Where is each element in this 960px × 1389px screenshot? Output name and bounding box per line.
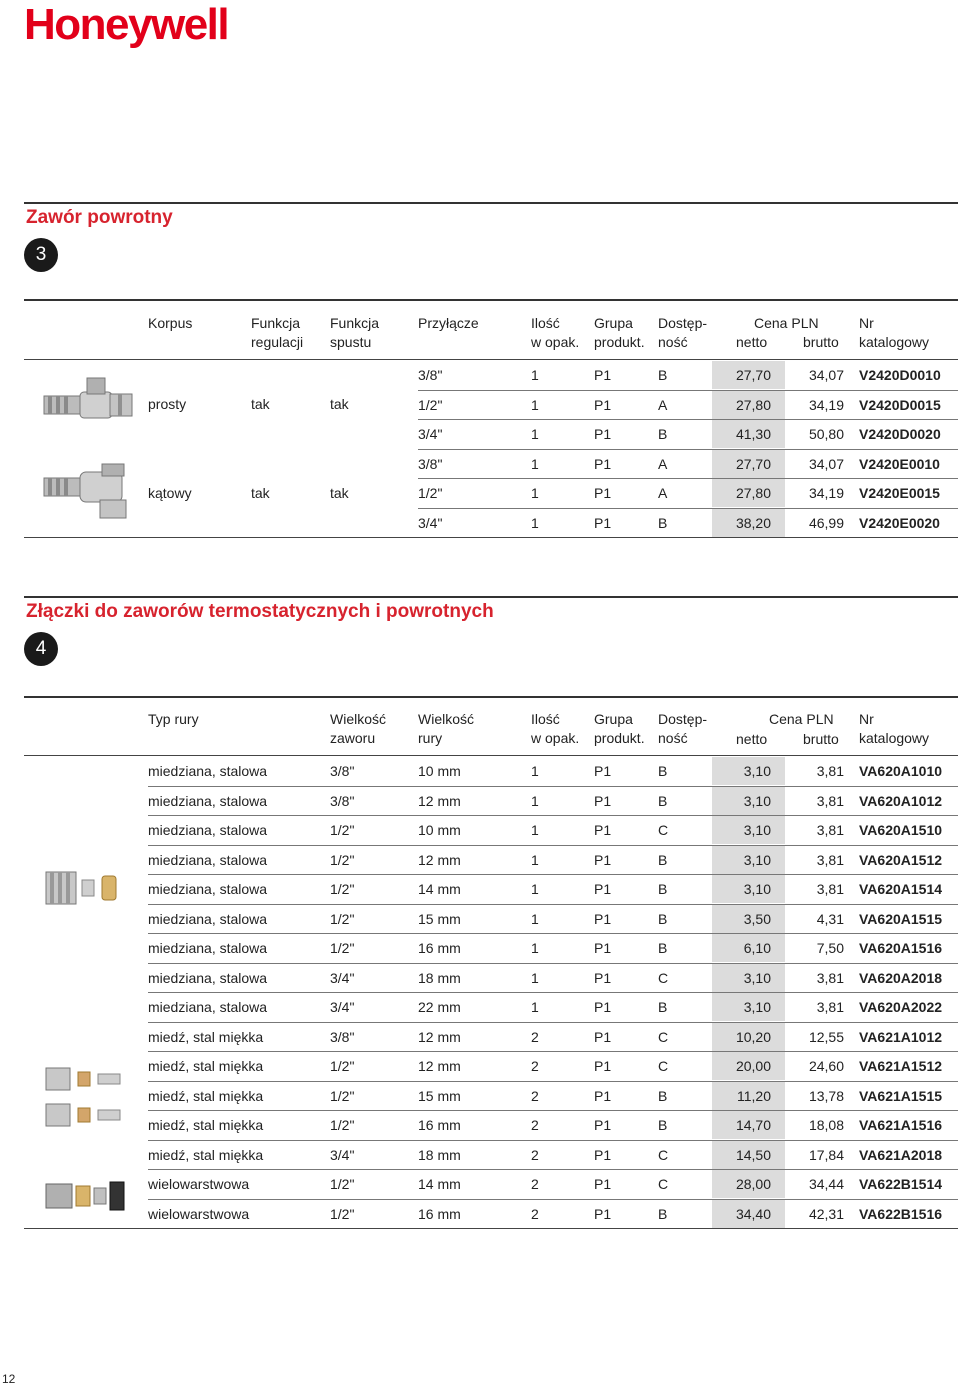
cell-typ-rury: miedź, stal miękka — [148, 1058, 264, 1074]
section2-bottom-rule — [24, 1228, 958, 1229]
cell-dostepnosc: C — [658, 822, 669, 838]
cell-brutto: 3,81 — [816, 763, 844, 779]
straight-valve-image — [40, 376, 136, 432]
cell-brutto: 3,81 — [816, 822, 844, 838]
cell-nr-katalogowy: VA620A1514 — [859, 881, 943, 897]
cell-wielkosc-zaworu: 1/2" — [330, 911, 355, 927]
header-cena: Cena PLN — [769, 711, 834, 727]
cell-nr-katalogowy: V2420E0020 — [859, 515, 940, 531]
cell-przylacze: 3/4" — [418, 515, 443, 531]
cell-typ-rury: miedź, stal miękka — [148, 1147, 264, 1163]
cell-nr-katalogowy: V2420D0020 — [859, 426, 941, 442]
cell-wielkosc-rury: 18 mm — [418, 1147, 461, 1163]
cell-dostepnosc: B — [658, 852, 668, 868]
header-nr-2: katalogowy — [859, 730, 930, 746]
cell-dostepnosc: B — [658, 940, 668, 956]
cell-dostepnosc: C — [658, 1029, 669, 1045]
cell-brutto: 34,07 — [808, 456, 844, 472]
cell-wielkosc-zaworu: 3/4" — [330, 970, 355, 986]
header-nr-1: Nr — [859, 315, 874, 331]
section1-top-rule — [24, 202, 958, 204]
cell-netto: 3,10 — [743, 822, 771, 838]
header-funkcja-regulacji-1: Funkcja — [251, 315, 301, 331]
cell-grupa: P1 — [594, 999, 612, 1015]
cell-netto: 3,10 — [743, 999, 771, 1015]
cell-wielkosc-rury: 12 mm — [418, 852, 461, 868]
header-nr-2: katalogowy — [859, 334, 930, 350]
cell-przylacze: 3/8" — [418, 456, 443, 472]
cell-grupa: P1 — [594, 822, 612, 838]
cell-grupa: P1 — [594, 485, 612, 501]
cell-dostepnosc: A — [658, 397, 668, 413]
cell-ilosc: 1 — [531, 397, 539, 413]
cell-dostepnosc: B — [658, 793, 668, 809]
header-typ-rury: Typ rury — [148, 711, 199, 727]
cell-netto: 27,70 — [735, 367, 771, 383]
cell-nr-katalogowy: VA620A1010 — [859, 763, 943, 779]
section2-header-rule — [24, 696, 958, 698]
cell-netto: 10,20 — [735, 1029, 771, 1045]
cell-ilosc: 1 — [531, 822, 539, 838]
cell-dostepnosc: C — [658, 1058, 669, 1074]
cell-typ-rury: miedź, stal miękka — [148, 1117, 264, 1133]
cell-wielkosc-rury: 16 mm — [418, 1117, 461, 1133]
cell-ilosc: 1 — [531, 426, 539, 442]
cell-brutto: 18,08 — [808, 1117, 844, 1133]
compression-fitting-image — [44, 866, 120, 910]
section1-bottom-rule — [24, 537, 958, 538]
cell-wielkosc-zaworu: 1/2" — [330, 1088, 355, 1104]
cell-brutto: 46,99 — [808, 515, 844, 531]
cell-grupa: P1 — [594, 426, 612, 442]
section1-number-badge: 3 — [24, 238, 58, 272]
cell-dostepnosc: B — [658, 911, 668, 927]
cell-grupa: P1 — [594, 1088, 612, 1104]
cell-netto: 3,50 — [743, 911, 771, 927]
cell-netto: 20,00 — [735, 1058, 771, 1074]
cell-grupa: P1 — [594, 763, 612, 779]
cell-netto: 3,10 — [743, 793, 771, 809]
cell-ilosc: 2 — [531, 1176, 539, 1192]
header-netto: netto — [736, 731, 768, 747]
header-grupa-2: produkt. — [594, 730, 645, 746]
cell-grupa: P1 — [594, 911, 612, 927]
cell-wielkosc-rury: 16 mm — [418, 940, 461, 956]
cell-nr-katalogowy: V2420D0015 — [859, 397, 941, 413]
header-dostepnosc-1: Dostęp- — [658, 315, 708, 331]
cell-netto: 41,30 — [735, 426, 771, 442]
cell-typ-rury: miedziana, stalowa — [148, 940, 268, 956]
cell-grupa: P1 — [594, 1117, 612, 1133]
cell-typ-rury: miedziana, stalowa — [148, 970, 268, 986]
cell-nr-katalogowy: V2420E0010 — [859, 456, 940, 472]
header-ilosc-1: Ilość — [531, 315, 560, 331]
cell-przylacze: 3/4" — [418, 426, 443, 442]
cell-netto: 38,20 — [735, 515, 771, 531]
cell-ilosc: 2 — [531, 1029, 539, 1045]
cell-nr-katalogowy: VA621A2018 — [859, 1147, 943, 1163]
cell-nr-katalogowy: VA621A1012 — [859, 1029, 943, 1045]
cell-dostepnosc: B — [658, 1117, 668, 1133]
cell-dostepnosc: A — [658, 485, 668, 501]
header-grupa-2: produkt. — [594, 334, 645, 350]
cell-netto: 3,10 — [743, 763, 771, 779]
cell-ilosc: 1 — [531, 970, 539, 986]
cell-netto: 28,00 — [735, 1176, 771, 1192]
cell-typ-rury: miedziana, stalowa — [148, 881, 268, 897]
cell-wielkosc-zaworu: 3/8" — [330, 763, 355, 779]
cell-ilosc: 2 — [531, 1206, 539, 1222]
header-wielkosc-rury-1: Wielkość — [418, 711, 475, 727]
cell-przylacze: 1/2" — [418, 397, 443, 413]
cell-ilosc: 1 — [531, 763, 539, 779]
cell-nr-katalogowy: VA620A2018 — [859, 970, 943, 986]
cell-brutto: 24,60 — [808, 1058, 844, 1074]
header-grupa-1: Grupa — [594, 711, 633, 727]
cell-wielkosc-zaworu: 1/2" — [330, 1206, 355, 1222]
cell-grupa: P1 — [594, 1058, 612, 1074]
header-ilosc-2: w opak. — [531, 730, 580, 746]
header-funkcja-spustu-1: Funkcja — [330, 315, 380, 331]
cell-wielkosc-zaworu: 1/2" — [330, 940, 355, 956]
cell-wielkosc-rury: 12 mm — [418, 793, 461, 809]
cell-ilosc: 1 — [531, 515, 539, 531]
cell-brutto: 50,80 — [808, 426, 844, 442]
cell-wielkosc-rury: 16 mm — [418, 1206, 461, 1222]
cell-ilosc: 2 — [531, 1147, 539, 1163]
cell-netto: 6,10 — [743, 940, 771, 956]
cell-netto: 11,20 — [737, 1088, 771, 1104]
cell-dostepnosc: B — [658, 1206, 668, 1222]
multilayer-fitting-image — [44, 1176, 126, 1216]
header-ilosc-1: Ilość — [531, 711, 560, 727]
header-grupa-1: Grupa — [594, 315, 633, 331]
header-funkcja-regulacji-2: regulacji — [251, 334, 304, 350]
header-brutto: brutto — [803, 334, 839, 350]
cell-brutto: 3,81 — [816, 881, 844, 897]
cell-typ-rury: miedziana, stalowa — [148, 999, 268, 1015]
cell-nr-katalogowy: VA622B1516 — [859, 1206, 943, 1222]
cell-brutto: 34,19 — [808, 397, 844, 413]
cell-wielkosc-rury: 10 mm — [418, 763, 461, 779]
cell-typ-rury: miedziana, stalowa — [148, 822, 268, 838]
header-cena: Cena PLN — [754, 315, 819, 331]
cell-brutto: 3,81 — [816, 793, 844, 809]
cell-wielkosc-zaworu: 3/4" — [330, 1147, 355, 1163]
header-korpus: Korpus — [148, 315, 193, 331]
cell-nr-katalogowy: VA620A2022 — [859, 999, 943, 1015]
cell-typ-rury: miedź, stal miękka — [148, 1088, 264, 1104]
soft-pipe-fittings-image — [44, 1064, 124, 1134]
cell-wielkosc-rury: 22 mm — [418, 999, 461, 1015]
section2-top-rule — [24, 596, 958, 598]
cell-brutto: 3,81 — [816, 970, 844, 986]
cell-dostepnosc: B — [658, 881, 668, 897]
cell-brutto: 17,84 — [808, 1147, 844, 1163]
cell-wielkosc-rury: 15 mm — [418, 1088, 461, 1104]
cell-grupa: P1 — [594, 970, 612, 986]
section1-header-bottom-rule — [24, 359, 958, 360]
section2-number-badge: 4 — [24, 632, 58, 666]
cell-ilosc: 1 — [531, 940, 539, 956]
cell-wielkosc-zaworu: 1/2" — [330, 822, 355, 838]
cell-ilosc: 1 — [531, 999, 539, 1015]
cell-grupa: P1 — [594, 456, 612, 472]
cell-wielkosc-rury: 12 mm — [418, 1029, 461, 1045]
cell-typ-rury: wielowarstwowa — [148, 1206, 250, 1222]
cell-dostepnosc: C — [658, 970, 669, 986]
cell-wielkosc-rury: 14 mm — [418, 1176, 461, 1192]
cell-brutto: 7,50 — [816, 940, 844, 956]
cell-typ-rury: wielowarstwowa — [148, 1176, 250, 1192]
page-number: 12 — [2, 1372, 16, 1386]
cell-wielkosc-zaworu: 3/8" — [330, 1029, 355, 1045]
cell-dostepnosc: B — [658, 1088, 668, 1104]
cell-ilosc: 2 — [531, 1117, 539, 1133]
cell-typ-rury: miedziana, stalowa — [148, 911, 268, 927]
cell-ilosc: 2 — [531, 1088, 539, 1104]
cell-typ-rury: miedziana, stalowa — [148, 763, 268, 779]
cell-wielkosc-zaworu: 3/4" — [330, 999, 355, 1015]
cell-wielkosc-zaworu: 1/2" — [330, 881, 355, 897]
cell-netto: 34,40 — [735, 1206, 771, 1222]
cell-typ-rury: miedziana, stalowa — [148, 793, 268, 809]
cell-wielkosc-rury: 15 mm — [418, 911, 461, 927]
cell-grupa: P1 — [594, 1206, 612, 1222]
cell-wielkosc-rury: 18 mm — [418, 970, 461, 986]
header-wielkosc-rury-2: rury — [418, 730, 443, 746]
cell-dostepnosc: A — [658, 456, 668, 472]
cell-grupa: P1 — [594, 1147, 612, 1163]
cell-dostepnosc: B — [658, 763, 668, 779]
cell-dostepnosc: B — [658, 515, 668, 531]
cell-dostepnosc: B — [658, 426, 668, 442]
cell-nr-katalogowy: VA621A1516 — [859, 1117, 943, 1133]
cell-wielkosc-zaworu: 1/2" — [330, 1117, 355, 1133]
cell-ilosc: 1 — [531, 881, 539, 897]
cell-ilosc: 1 — [531, 793, 539, 809]
cell-typ-rury: miedziana, stalowa — [148, 852, 268, 868]
cell-wielkosc-rury: 10 mm — [418, 822, 461, 838]
cell-brutto: 4,31 — [816, 911, 844, 927]
cell-ilosc: 1 — [531, 485, 539, 501]
cell-netto: 3,10 — [743, 852, 771, 868]
header-wielkosc-zaworu-1: Wielkość — [330, 711, 387, 727]
cell-brutto: 34,44 — [808, 1176, 844, 1192]
cell-netto: 27,80 — [735, 485, 771, 501]
cell-nr-katalogowy: VA620A1515 — [859, 911, 943, 927]
cell-wielkosc-rury: 12 mm — [418, 1058, 461, 1074]
cell-netto: 3,10 — [743, 970, 771, 986]
cell-brutto: 34,19 — [808, 485, 844, 501]
cell-netto: 27,70 — [735, 456, 771, 472]
cell-grupa: P1 — [594, 793, 612, 809]
cell-ilosc: 2 — [531, 1058, 539, 1074]
cell-typ-rury: miedź, stal miękka — [148, 1029, 264, 1045]
header-brutto: brutto — [803, 731, 839, 747]
header-nr-1: Nr — [859, 711, 874, 727]
cell-brutto: 12,55 — [808, 1029, 844, 1045]
cell-nr-katalogowy: VA620A1510 — [859, 822, 943, 838]
cell-wielkosc-zaworu: 1/2" — [330, 1058, 355, 1074]
cell-grupa: P1 — [594, 397, 612, 413]
header-ilosc-2: w opak. — [531, 334, 580, 350]
cell-grupa: P1 — [594, 852, 612, 868]
group-regulacji-prosty: tak — [251, 396, 270, 412]
cell-nr-katalogowy: V2420E0015 — [859, 485, 940, 501]
cell-przylacze: 3/8" — [418, 367, 443, 383]
group-regulacji-katowy: tak — [251, 485, 270, 501]
cell-ilosc: 1 — [531, 367, 539, 383]
group-korpus-prosty: prosty — [148, 396, 187, 412]
cell-brutto: 3,81 — [816, 999, 844, 1015]
header-netto: netto — [736, 334, 768, 350]
cell-wielkosc-zaworu: 3/8" — [330, 793, 355, 809]
group-spustu-prosty: tak — [330, 396, 349, 412]
cell-wielkosc-zaworu: 1/2" — [330, 1176, 355, 1192]
cell-dostepnosc: B — [658, 999, 668, 1015]
cell-grupa: P1 — [594, 1029, 612, 1045]
cell-grupa: P1 — [594, 515, 612, 531]
cell-grupa: P1 — [594, 881, 612, 897]
angle-valve-image — [40, 462, 136, 522]
header-wielkosc-zaworu-2: zaworu — [330, 730, 376, 746]
honeywell-logo: Honeywell — [24, 0, 229, 49]
cell-grupa: P1 — [594, 1176, 612, 1192]
cell-nr-katalogowy: V2420D0010 — [859, 367, 941, 383]
cell-grupa: P1 — [594, 367, 612, 383]
group-spustu-katowy: tak — [330, 485, 349, 501]
cell-przylacze: 1/2" — [418, 485, 443, 501]
section2-title: Złączki do zaworów termostatycznych i powrotnych — [26, 601, 494, 622]
cell-brutto: 13,78 — [808, 1088, 844, 1104]
cell-brutto: 42,31 — [808, 1206, 844, 1222]
cell-wielkosc-rury: 14 mm — [418, 881, 461, 897]
cell-dostepnosc: C — [658, 1176, 669, 1192]
cell-netto: 14,70 — [735, 1117, 771, 1133]
section1-header-rule — [24, 299, 958, 301]
cell-netto: 14,50 — [735, 1147, 771, 1163]
header-funkcja-spustu-2: spustu — [330, 334, 372, 350]
header-dostepnosc-2: ność — [658, 730, 688, 746]
header-przylacze: Przyłącze — [418, 315, 479, 331]
cell-nr-katalogowy: VA622B1514 — [859, 1176, 943, 1192]
cell-brutto: 34,07 — [808, 367, 844, 383]
cell-nr-katalogowy: VA621A1515 — [859, 1088, 943, 1104]
cell-nr-katalogowy: VA620A1512 — [859, 852, 943, 868]
cell-ilosc: 1 — [531, 911, 539, 927]
cell-ilosc: 1 — [531, 852, 539, 868]
cell-dostepnosc: B — [658, 367, 668, 383]
cell-wielkosc-zaworu: 1/2" — [330, 852, 355, 868]
group-korpus-katowy: kątowy — [148, 485, 192, 501]
cell-brutto: 3,81 — [816, 852, 844, 868]
cell-netto: 3,10 — [743, 881, 771, 897]
header-dostepnosc-2: ność — [658, 334, 688, 350]
cell-grupa: P1 — [594, 940, 612, 956]
cell-nr-katalogowy: VA621A1512 — [859, 1058, 943, 1074]
cell-ilosc: 1 — [531, 456, 539, 472]
cell-dostepnosc: C — [658, 1147, 669, 1163]
cell-nr-katalogowy: VA620A1516 — [859, 940, 943, 956]
cell-netto: 27,80 — [735, 397, 771, 413]
section2-header-bottom-rule — [24, 755, 958, 756]
header-dostepnosc-1: Dostęp- — [658, 711, 708, 727]
cell-nr-katalogowy: VA620A1012 — [859, 793, 943, 809]
section1-title: Zawór powrotny — [26, 207, 173, 228]
